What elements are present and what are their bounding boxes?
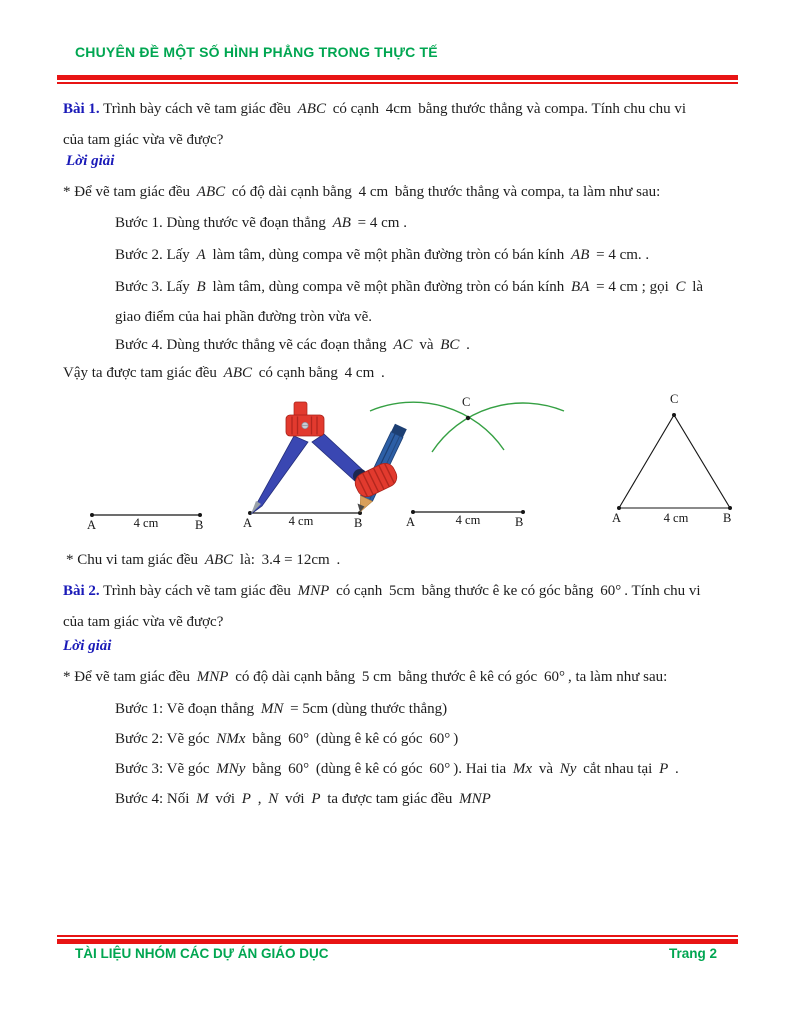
text-line: Bài 1. Trình bày cách vẽ tam giác đều ABC có cạnh 4cm bằng thước thẳng và compa. Tính chu chu vi — [63, 101, 687, 117]
fig4-label-b: B — [723, 511, 732, 525]
text-line: giao điểm của hai phần đường tròn vừa vẽ. — [115, 309, 373, 325]
text-line: Bước 4. Dùng thước thẳng vẽ các đoạn thẳng AC và BC . — [115, 337, 470, 353]
fig3-label-length: 4 cm — [455, 513, 481, 527]
text-line: * Để vẽ tam giác đều ABC có độ dài cạnh bằng 4 cm bằng thước thẳng và compa, ta làm như sau: — [63, 184, 661, 200]
fig4-label-length: 4 cm — [663, 511, 689, 525]
footer-rule-thick — [57, 939, 738, 944]
fig1-label-b: B — [195, 518, 204, 532]
arc-center-b — [432, 403, 564, 452]
figure-segment-ab — [87, 513, 203, 532]
page-footer — [75, 946, 717, 961]
footer-left-text: TÀI LIỆU NHÓM CÁC DỰ ÁN GIÁO DỤC — [75, 946, 329, 961]
fig2-label-length: 4 cm — [288, 514, 314, 528]
header-rule-thin — [57, 82, 738, 84]
compass-icon — [251, 402, 407, 514]
text-line: * Chu vi tam giác đều ABC là: 3.4 = 12cm . — [66, 552, 341, 568]
text-line: Bước 2. Lấy A làm tâm, dùng compa vẽ một phần đường tròn có bán kính AB = 4 cm. . — [115, 247, 650, 263]
text-line: Bước 1. Dùng thước vẽ đoạn thẳng AB = 4 cm . — [115, 215, 407, 231]
text-line: * Để vẽ tam giác đều MNP có độ dài cạnh bằng 5 cm bằng thước ê kê có góc 60° , ta làm như sau: — [63, 669, 668, 685]
text-line: Bước 4: Nối M với P , N với P ta được tam giác đều MNP — [115, 791, 491, 807]
text-line: Lời giải — [63, 638, 112, 654]
text-line: của tam giác vừa vẽ được? — [63, 132, 224, 148]
fig1-label-a: A — [87, 518, 97, 532]
text-line: của tam giác vừa vẽ được? — [63, 614, 224, 630]
fig2-label-a: A — [243, 516, 253, 530]
fig3-label-b: B — [515, 515, 524, 529]
text-line: Bước 2: Vẽ góc NMx bằng 60° (dùng ê kê có góc 60° ) — [115, 731, 459, 747]
text-line: Bước 1: Vẽ đoạn thẳng MN = 5cm (dùng thước thẳng) — [115, 701, 448, 717]
figures-strip — [0, 388, 792, 548]
fig3-label-a: A — [406, 515, 416, 529]
fig1-label-length: 4 cm — [133, 516, 159, 530]
footer-rule — [57, 935, 738, 944]
header-rule — [57, 75, 738, 84]
figure-triangle — [612, 392, 732, 525]
text-line: Vậy ta được tam giác đều ABC có cạnh bằng 4 cm . — [63, 365, 385, 381]
footer-page-number: Trang 2 — [668, 946, 717, 961]
fig3-label-c: C — [462, 395, 471, 409]
text-line: Bước 3: Vẽ góc MNy bằng 60° (dùng ê kê có góc 60° ). Hai tia Mx và Ny cắt nhau tại P . — [115, 761, 679, 777]
text-line: Bài 2. Trình bày cách vẽ tam giác đều MNP có cạnh 5cm bằng thước ê ke có góc bằng 60° . Tính chu vi — [63, 583, 701, 599]
text-line: Bước 3. Lấy B làm tâm, dùng compa vẽ một phần đường tròn có bán kính BA = 4 cm ; gọi C là — [115, 279, 704, 295]
fig4-label-c: C — [670, 392, 679, 406]
fig4-label-a: A — [612, 511, 622, 525]
fig2-label-b: B — [354, 516, 363, 530]
figure-compass — [243, 402, 407, 530]
text-line: Lời giải — [66, 153, 115, 169]
header-title: CHUYÊN ĐỀ MỘT SỐ HÌNH PHẲNG TRONG THỰC TẾ — [75, 44, 438, 60]
